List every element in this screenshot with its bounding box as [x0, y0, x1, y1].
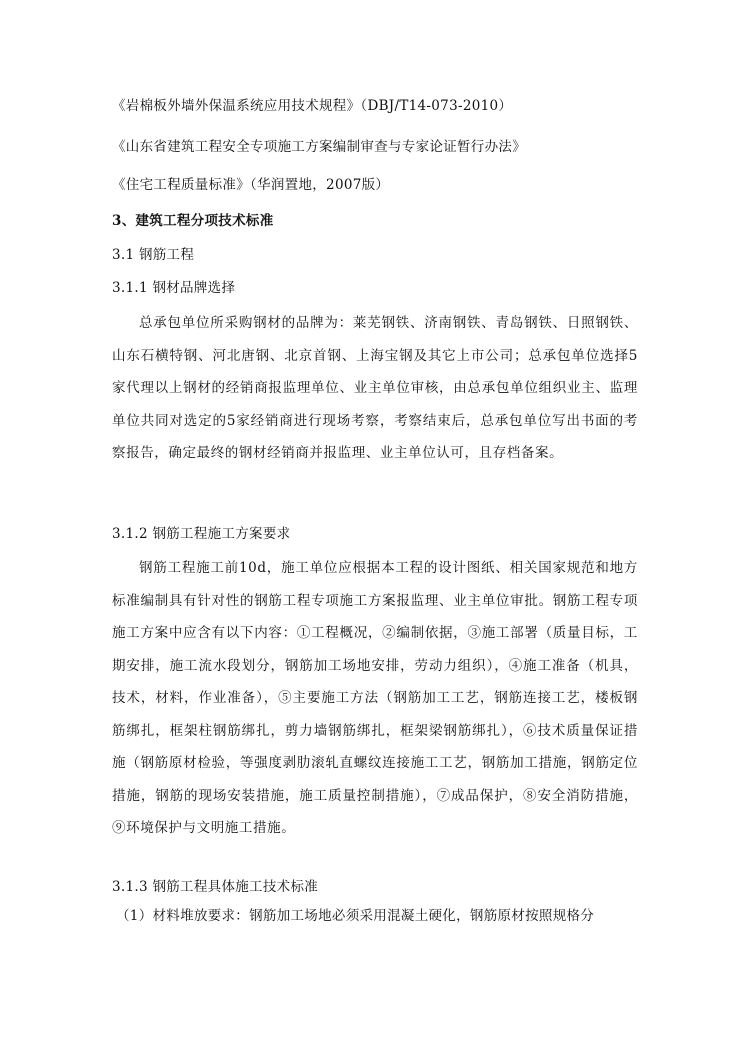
- item-1-body: 总承包单位所采购钢材的品牌为：莱芜钢铁、济南钢铁、青岛钢铁、日照钢铁、山东石横特钢、河北唐钢、北京首钢、上海宝钢及其它上市公司；总承包单位选择5家代理以上钢材的经销商报监理单位、业主单位审核，由总承包单位组织业主、监理单位共同对选定的5家经销商进行现场考察，考察结束后，总承包单位写出书面的考察报告，确定最终的钢材经销商并报监理、业主单位认可，且存档备案。: [112, 315, 638, 461]
- subsection-title: 3.1 钢筋工程: [112, 247, 195, 263]
- reference-1: 《岩棉板外墙外保温系统应用技术规程》（DBJ/T14-073-2010）: [112, 98, 513, 114]
- reference-3: 《住宅工程质量标准》（华润置地，2007版）: [112, 177, 390, 193]
- item-3-body: （1）材料堆放要求：钢筋加工场地必须采用混凝土硬化，钢筋原材按照规格分: [116, 908, 595, 924]
- item-2-body: 钢筋工程施工前10d，施工单位应根据本工程的设计图纸、相关国家规范和地方标准编制具有针对性的钢筋工程专项施工方案报监理、业主单位审批。钢筋工程专项施工方案中应含有以下内容：①工程概况，②编制依据，③施工部署（质量目标，工期安排，施工流水段划分，钢筋加工场地安排，劳动力组织），④施工准备（机具，技术，材料，作业准备），⑤主要施工方法（钢筋加工工艺，钢筋连接工艺，楼板钢筋绑扎，框架柱钢筋绑扎，剪力墙钢筋绑扎，框架梁钢筋绑扎），⑥技术质量保证措施（钢筋原材检验，等强度剥肋滚轧直螺纹连接施工工艺，钢筋加工措施，钢筋定位措施，钢筋的现场安装措施，施工质量控制措施），⑦成品保护，⑧安全消防措施，⑨环境保护与文明施工措施。: [112, 560, 638, 836]
- section-title: 3、建筑工程分项技术标准: [112, 213, 274, 229]
- reference-2: 《山东省建筑工程安全专项施工方案编制审查与专家论证暂行办法》: [112, 139, 526, 155]
- item-3-title: 3.1.3 钢筋工程具体施工技术标准: [112, 879, 319, 895]
- item-2-title: 3.1.2 钢筋工程施工方案要求: [112, 526, 291, 542]
- item-1-title: 3.1.1 钢材品牌选择: [112, 280, 236, 296]
